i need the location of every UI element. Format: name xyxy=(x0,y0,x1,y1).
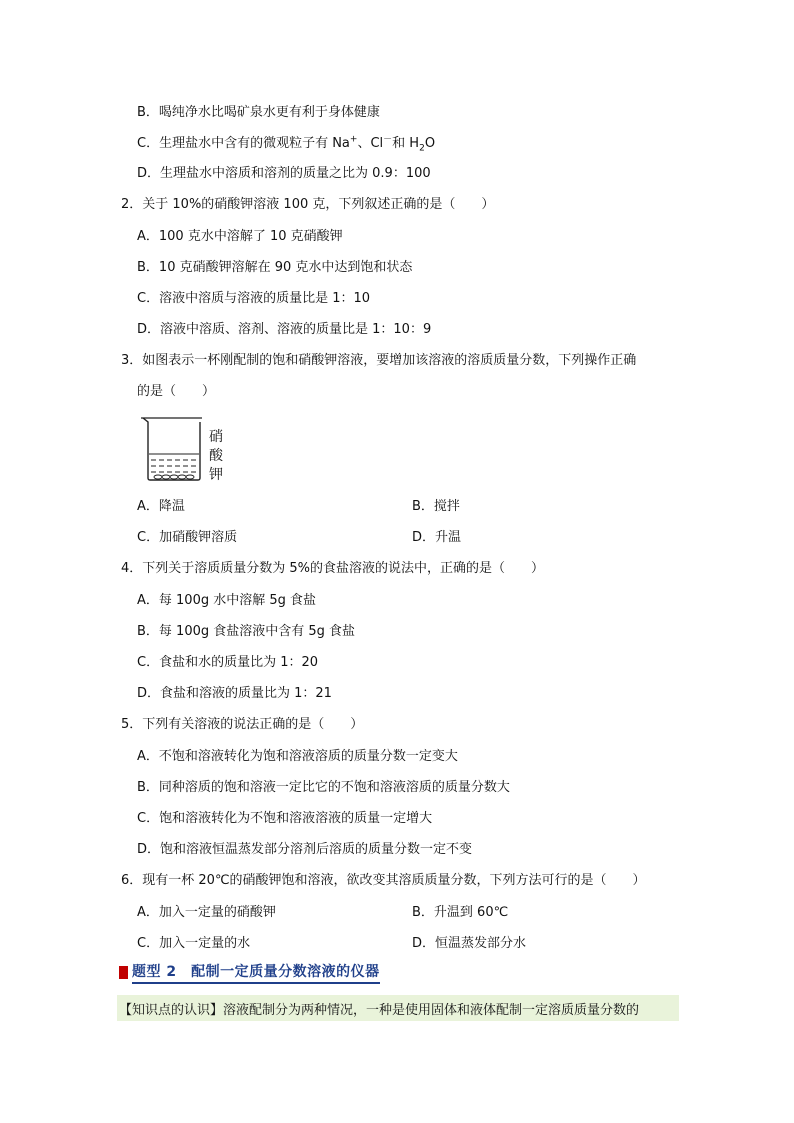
superscript-plus: + xyxy=(349,134,358,145)
question-3-stem-line-2: 的是（ ） xyxy=(137,384,216,399)
question-4-stem: 4．下列关于溶质质量分数为 5%的食盐溶液的说法中，正确的是（ ） xyxy=(121,561,545,576)
question-6-option-a: A．加入一定量的硝酸钾 xyxy=(137,905,276,920)
question-5-stem: 5．下列有关溶液的说法正确的是（ ） xyxy=(121,717,364,732)
option-d-prev: D．生理盐水中溶质和溶剂的质量之比为 0.9：100 xyxy=(137,166,431,181)
superscript-minus: － xyxy=(383,134,393,145)
question-3-option-d: D．升温 xyxy=(412,530,462,545)
question-5-option-b: B．同种溶质的饱和溶液一定比它的不饱和溶液溶质的质量分数大 xyxy=(137,780,510,795)
label-char-3: 钾 xyxy=(209,467,223,483)
question-3-option-b: B．搅拌 xyxy=(412,499,460,514)
option-c-prev-mid: 、Cl xyxy=(357,136,384,151)
option-b-prev: B．喝纯净水比喝矿泉水更有利于身体健康 xyxy=(137,105,380,120)
question-3-option-c: C．加硝酸钾溶质 xyxy=(137,530,238,545)
knowledge-box xyxy=(117,995,679,1021)
label-char-1: 硝 xyxy=(209,429,223,445)
option-c-prev xyxy=(137,135,435,153)
beaker-label xyxy=(206,428,226,485)
section-heading xyxy=(119,962,380,982)
question-6-stem: 6．现有一杯 20℃的硝酸钾饱和溶液，欲改变其溶质质量分数，下列方法可行的是（ ） xyxy=(121,873,646,888)
crystal-deposit xyxy=(154,475,194,479)
label-char-2: 酸 xyxy=(209,448,223,464)
beaker-outline xyxy=(143,418,200,480)
question-3-stem-line-1: 3．如图表示一杯刚配制的饱和硝酸钾溶液，要增加该溶液的溶质质量分数，下列操作正确 xyxy=(121,353,637,368)
question-3-option-a: A．降温 xyxy=(137,499,185,514)
question-2-option-a: A．100 克水中溶解了 10 克硝酸钾 xyxy=(137,229,343,244)
question-5-option-d: D．饱和溶液恒温蒸发部分溶剂后溶质的质量分数一定不变 xyxy=(137,842,473,857)
question-5-option-a: A．不饱和溶液转化为饱和溶液溶质的质量分数一定变大 xyxy=(137,749,458,764)
question-2-stem: 2．关于 10%的硝酸钾溶液 100 克，下列叙述正确的是（ ） xyxy=(121,197,495,212)
option-c-prev-text: C．生理盐水中含有的微观粒子有 Na xyxy=(137,136,350,151)
question-4-option-b: B．每 100g 食盐溶液中含有 5g 食盐 xyxy=(137,624,356,639)
subscript-2: 2 xyxy=(419,143,425,154)
question-4-option-d: D．食盐和溶液的质量比为 1：21 xyxy=(137,686,332,701)
option-c-prev-end: O xyxy=(424,136,436,151)
liquid-dashes xyxy=(151,460,196,472)
knowledge-text: 【知识点的认识】溶液配制分为两种情况，一种是使用固体和液体配制一定溶质质量分数的 xyxy=(119,1002,640,1018)
question-4-option-a: A．每 100g 水中溶解 5g 食盐 xyxy=(137,593,317,608)
option-c-prev-mid2: 和 H xyxy=(392,136,420,151)
question-2-option-c: C．溶液中溶质与溶液的质量比是 1：10 xyxy=(137,291,371,306)
section-title: 题型 2 配制一定质量分数溶液的仪器 xyxy=(132,961,380,984)
question-5-option-c: C．饱和溶液转化为不饱和溶液溶液的质量一定增大 xyxy=(137,811,433,826)
question-6-option-c: C．加入一定量的水 xyxy=(137,936,251,951)
question-2-option-d: D．溶液中溶质、溶剂、溶液的质量比是 1：10：9 xyxy=(137,322,432,337)
heading-marker-icon xyxy=(119,966,128,979)
question-6-option-b: B．升温到 60℃ xyxy=(412,905,509,920)
question-2-option-b: B．10 克硝酸钾溶解在 90 克水中达到饱和状态 xyxy=(137,260,413,275)
question-6-option-d: D．恒温蒸发部分水 xyxy=(412,936,527,951)
question-4-option-c: C．食盐和水的质量比为 1：20 xyxy=(137,655,319,670)
